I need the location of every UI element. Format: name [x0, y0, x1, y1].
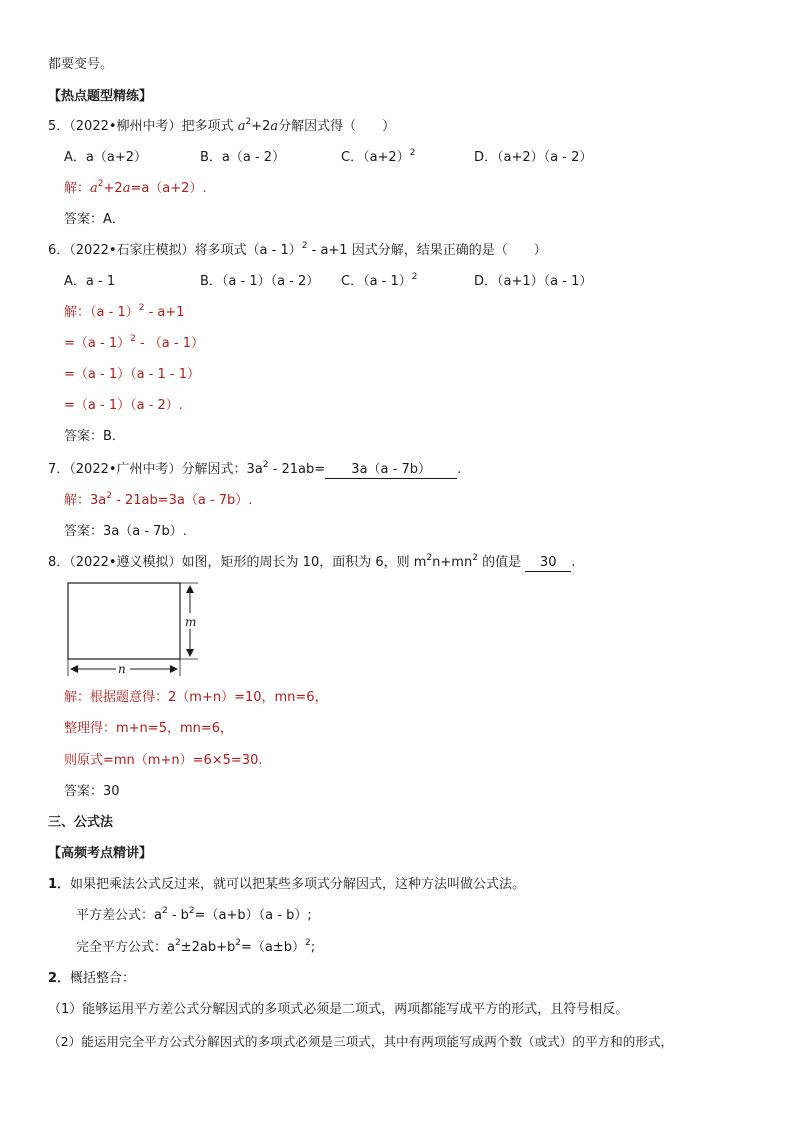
question-8: 8．（2022•遵义模拟）如图，矩形的周长为 10，面积为 6，则 $m^2n+mn^2$ 的值是 30 . [48, 553, 576, 570]
question-source: （2022•广州中考） [69, 462, 182, 477]
option-c: C．$(a+2)^2$ [341, 148, 416, 165]
point-2-item-1: （1）能够运用平方差公式分解因式的多项式必须是二项式，两项都能写成平方的形式，且符号相反。 [48, 1002, 629, 1017]
answer-blank: 30 [525, 555, 571, 572]
question-5: 5．（2022•柳州中考）把多项式 $a^2+2a$分解因式得（ ） [48, 117, 396, 134]
solution-line: 解：$a^2+2a=a(a+2)$. [64, 179, 207, 196]
question-number: 8． [48, 555, 70, 570]
point-2-item-2: （2）能运用完全平方公式分解因式的多项式必须是三项式，其中有两项能写成两个数（或式）的平方和的形式， [48, 1034, 674, 1049]
answer-line: 答案：30 [64, 784, 120, 799]
option-b: B．（a - 1）（a - 2） [200, 274, 320, 289]
question-number: 7． [48, 462, 70, 477]
section-heading-hot: 【热点题型精练】 [48, 89, 153, 104]
solution-line: 解：根据题意得：2（m+n）=10，mn=6， [64, 690, 328, 705]
option-d: D．（a+2）（a - 2） [474, 150, 593, 165]
solution-line: 整理得：m+n=5，mn=6， [64, 721, 234, 736]
section-heading-freq: 【高频考点精讲】 [48, 846, 153, 861]
solution-line: 解：（a - 1）$^2$ - a+1 [64, 303, 185, 320]
question-number: 5． [48, 119, 70, 134]
answer-blank: 3a（a - 7b） [325, 462, 457, 479]
answer-line: 答案：B． [64, 429, 125, 444]
solution-line: =（a - 1）$^2$ - （a - 1） [64, 334, 204, 351]
option-c: C．（a - 1）$^2$ [341, 272, 418, 289]
question-number: 6． [48, 243, 70, 258]
option-a: A．a - 1 [64, 274, 116, 289]
option-a: A．a（a+2） [64, 150, 148, 165]
solution-line: =（a - 1）（a - 2）. [64, 398, 183, 413]
rectangle-shape [68, 583, 180, 659]
answer-line: 答案：A． [64, 212, 125, 227]
option-b: B．a（a - 2） [200, 150, 286, 165]
solution-line: 则原式=mn（m+n）=6×5=30. [64, 753, 263, 768]
question-source: （2022•遵义模拟） [69, 555, 182, 570]
question-source: （2022•石家庄模拟） [69, 243, 195, 258]
formula-perfect-square: 完全平方公式：$a^2\pm 2ab+b^2=(a\pm b)^2$; [76, 938, 316, 955]
formula-difference-of-squares: 平方差公式：$a^2 - b^2=(a+b)(a - b)$; [76, 906, 312, 923]
rectangle-figure [62, 578, 204, 680]
point-2: 2．概括整合： [48, 971, 136, 986]
solution-line: =（a - 1）（a - 1 - 1） [64, 367, 201, 382]
point-1: 1．如果把乘法公式反过来，就可以把某些多项式分解因式，这种方法叫做公式法。 [48, 877, 526, 892]
solution-line: 解：$3a^2 - 21ab=3a(a - 7b)$. [64, 491, 253, 508]
question-7: 7．（2022•广州中考）分解因式：$3a^2 - 21ab= 3a(a - 7b)$ . [48, 460, 462, 477]
question-source: （2022•柳州中考） [69, 119, 182, 134]
paragraph-continuation: 都要变号。 [48, 57, 114, 72]
section-heading-formula: 三、公式法 [48, 815, 114, 830]
label-m: m [185, 615, 197, 629]
answer-line: 答案：3a（a - 7b）. [64, 524, 187, 539]
question-6: 6．（2022•石家庄模拟）将多项式（a - 1）$^2$ - a+1 因式分解，结果正确的是（ ） [48, 241, 547, 258]
label-n: n [118, 662, 126, 676]
option-d: D．（a+1）（a - 1） [474, 274, 593, 289]
